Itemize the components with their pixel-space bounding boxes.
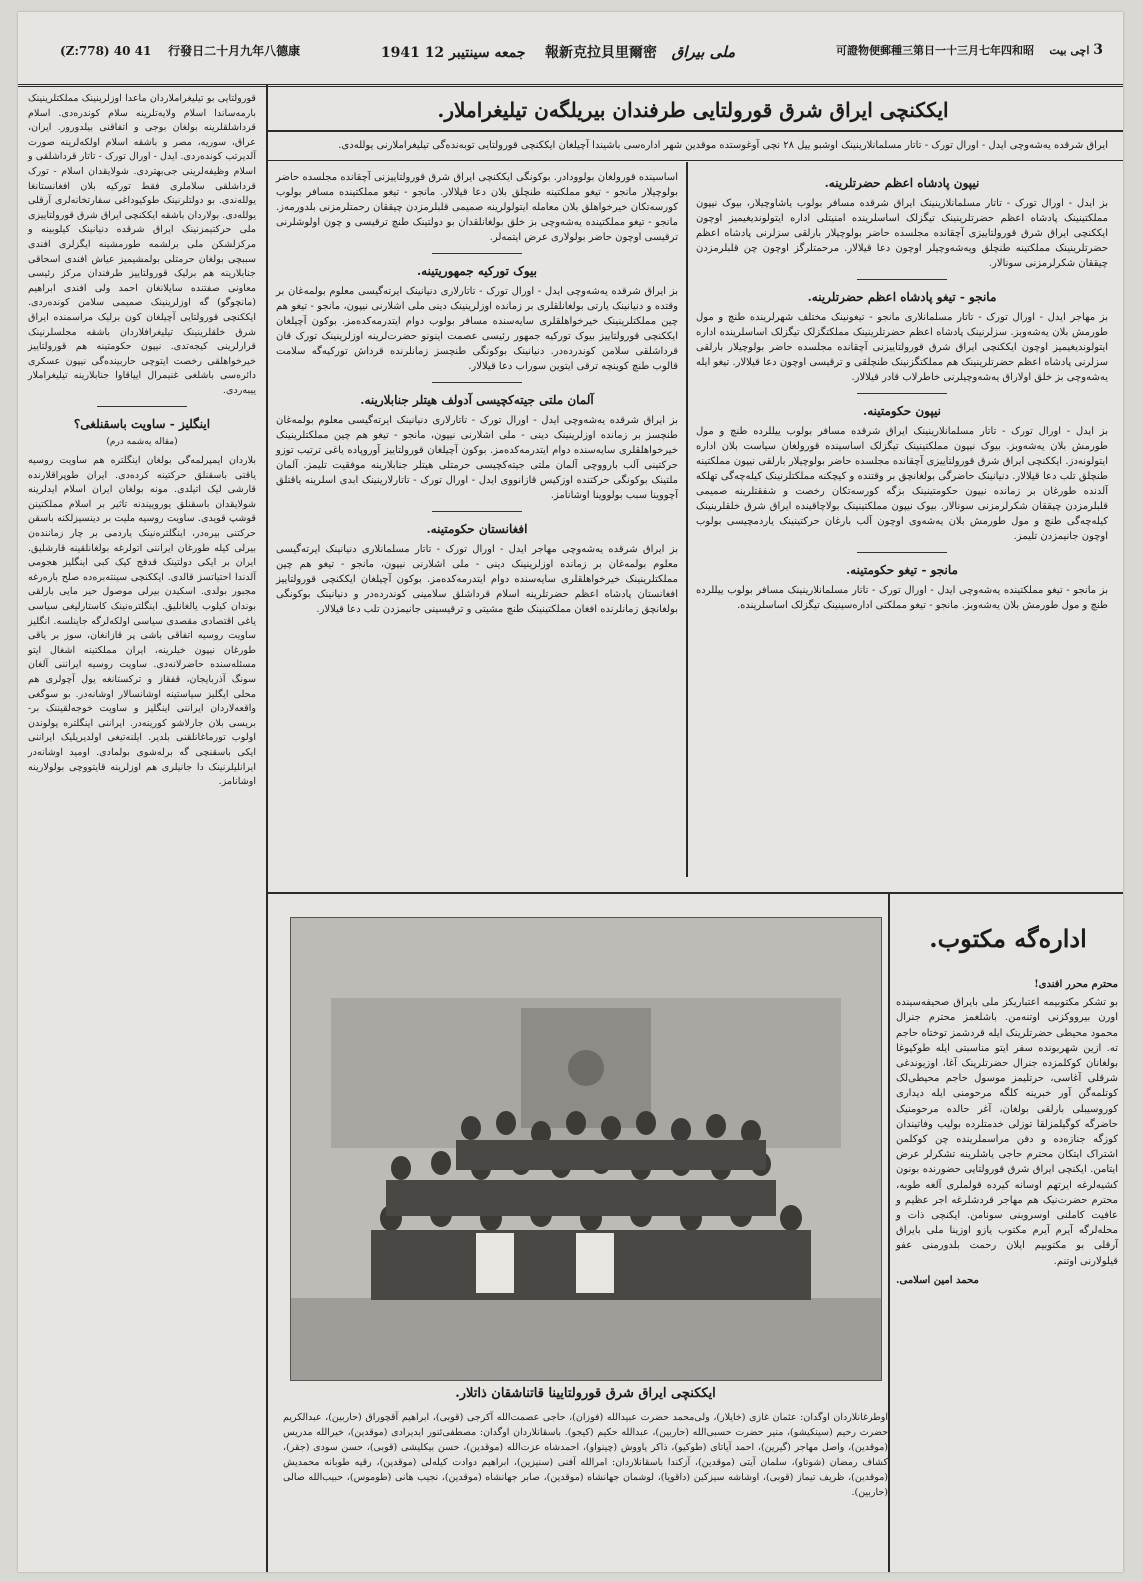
paper-logo: ملی بیراق — [671, 43, 736, 61]
section-title: افغانستان حکومتینه. — [426, 522, 528, 536]
section-text: بز مهاجر ایدل - اورال تورک - تاتار مسلمانلاری مانجو - تیغونینک مختلف شهرلرینده طنچ و مول طورمش بلان یه‌شه‌وبز. سزلرنینک پادشاه اعظم حضرتلرینینک مملکتگزلک تیگزلک اساسلرینده اداره ایتولوندیغیمیز اوچون ایککنچی ایراق شرق قورولتاییزنی آچقانده مجلسده حاضر بولوچیلار بارلقی سزلرنی پادشاه اعظم حضرتلرینینک هم مملکتگزنینک طنچلقی و ترقیسی اوچون دعا قیلالار. تیغو ایله یه‌شه‌وچی بز خلق اولاراق یه‌شه‌وچیلرنی خاطرلاب قادر قیلالار. — [696, 312, 1108, 383]
group-photo — [290, 917, 882, 1381]
masthead-right — [836, 42, 1103, 58]
section-text: بز ایدل - اورال تورک - تاتار مسلمانلارینینک ایراق شرقده مسافر بولوب ییللرده طنچ و مول طورمش بلان یه‌شه‌وبز. بیوک نیپون مملکتینینک تیگزلک اساسینده قورولغان سیاست بلان اداره ایتولونه‌دز. ایککنچی ایراق شرق قورولتاییزی آچقانده مجلسده حاضر بولوچیلار بارلقی نیپون مملکتینه طنچلق تلب دعا قیلالار. دنیانینک حاضرگی بولغانچق بر وقتنده و کیچکنه مملکتلرنینک کیله‌چه‌گی تهلکه آلدنده طورغان بر زمانده نیپون حکومتینینک بزگه کورسه‌تکان رخصت و شفقتلرینه صمیمی قلبلرمزدن چیققان شکرلرمزنی سونالار. بیوک نیپون مملکتینینک بولاچاقینده ایراق شرق خلقلرینینک کیله‌چه‌گی طنچ و مول طورمش بلان یه‌شه‌وی اوچون آلب بارغان حرکتینینک یاردمچیسی بولوب اوچون جانیمزدن تلیمز. — [696, 426, 1108, 542]
page-headline: ایککنچی ایراق شرق قورولتایی طرفندان بیریلگه‌ن تیلیغراملار. — [437, 98, 949, 122]
left-top-text: قورولتایی بو تیلیغراملاردان ماعدا اوزلرینینک مملکتلرینینک بارمه‌ساندا اسلام ولایه‌تلرینه سلام کوندره‌دی. اسلام قرداشلقلرینه بولغان بوجی و اتفاقنی بیلدورور. ایران، عراق، سوریه، مصر و باشقه اسلام اولکه‌لرینه صورت آلدیرتب کونده‌ردی. ایدل - اورال تورک - تاتار قرداشلقی و اسلام وظیفه‌لرینی جی‌بهتردی. شولایقدان اسلام - تورک قرداشلقی سلاملری فقط تورکیه بلان افغانستانغا یولله‌ندی. بو دولتلرنینک طوکیوداغی سفارتخانه‌لری آرقلی یولله‌دی. بولاردان باشقه ایککنچی ایراق شرق قورولتاییزی ملی حرکتیمزنینک ایراق شرقده دنیانینک کیلوبینه و مرکزلشکن ملی برلشمه طورمشینه ایگزلری افندی سببچی بولغان حرمتلی بولمشیمیز عیاش افندی اسحاقی جنابلارینه هم برلیک قورولتاییز طرفندان مرکز رئیسی معاونی صفتنده سایلانغان احمد ولی افندی ابراهیم (مانچوگو) گه اوزلرینینک صمیمی سلامن کونده‌ردی. ایککنچی قورولتایی آچیلغان کون برلیک مراسمنده ایراق شرق خلقلرینینک تیلیغرافلاردان باشقه مجلسلرنینک قرارلرینی کیجه‌تدی. نیپون حکومتینه هم قورولتاییز خیرخواهلقی رخصت ایتوچی حاربینده‌گی نیپون عسکری دائره‌سی باشلغی غنیمرال اییاقاوا جنابلارینه تیلیغراملار ییبه‌ردی. — [28, 93, 256, 396]
section-divider — [857, 552, 947, 553]
section-text: بز ایراق شرقده یه‌شه‌وچی ایدل - اورال تورک - تاتارلاری دنیانینک ایرته‌گیسی معلوم بولمه‌غان طنچسز بر زمانده اوزلرینینک دینی - ملی اشلارنی نیپون، مانجو - تیغو هم چین مملکتلرینینک خیرخواهلقلری سایه‌سنده دوام ایتدرمه‌کده‌مز. بوکون آچیلغان قورولتاییز آوروپاده یاغی ترتیب توزو حرکتینی آلب بارووچی آلمان ملتی جیته‌کچیسی حرمتلی هیتلر جنابلارینه موفقیت تلیمز. آلمان ملتینک بوکونگی حرکتنده اوزکیس قازانووی ایدل - اورال تورک - تاتارلارینینک ابدی اسلرینه یاقتلق آچووینا سبب بولووینا اوشانامز. — [276, 415, 678, 501]
section-text: بز ایراق شرقده یه‌شه‌وچی ایدل - اورال تورک - تاتارلاری دنیانینک ایرته‌گیسی معلوم بولمه‌غان بر وقتده و دنیانینک یارتی بولغانلقلری بر زمانده اوزلرینینک دینی ملی اشلارنی نیپون، مانجو - تیغو هم چین مملکتلرینینک خیرخواهلقلری سایه‌سنده مسافر بولوب دوام ایتدرمه‌کده‌مز. بوکون آچیلغان ایککنچی قورولتاییز بیوک تورکیه جمهور رئیسی عصمت اینونو حضرت‌لرینه اوزلرینینک تورک قان قرداشلقی سلامن کوندرده‌در. دنیانینک بوکونگی طنچسز زمانلرنده قرداش تورکیه‌گه سلامت قالوب طنچ کوینچه ترقی ایتوین سوراب دعا قیلالار. — [276, 286, 678, 372]
letter-column-rule — [888, 894, 890, 1572]
column-rule-middle — [686, 162, 688, 877]
newspaper-page — [18, 12, 1123, 1572]
section-title: بیوک تورکیه جمهوریتینه. — [416, 264, 538, 278]
section-title: اینگلیز - ساویت باسقنلغی؟ — [73, 417, 211, 432]
column-rule-left — [266, 84, 268, 1572]
section-divider — [857, 393, 947, 394]
postal-notice: 可證物便郵種三第日一十三月七年四和昭 — [836, 44, 1035, 57]
section-title: نیپون حکومتینه. — [863, 404, 941, 418]
phone-number: (Z:778) 40 41 — [60, 44, 152, 58]
photo-caption-title: ایککنچی ایراق شرق قورولتایینا قاتناشقان ذاتلار. — [455, 1386, 716, 1401]
section-text: بز مانجو - تیغو مملکتینده یه‌شه‌وچی ایدل - اورال تورک - تاتار مسلمانلارینینک مسافر بولوب ییللرده طنچ و مول طورمش بلان یه‌شه‌وبز. مانجو - تیغو مملکتی اداره‌سینینک تیگزلک اساسلرینده. — [696, 585, 1108, 611]
letter-greeting: محترم محرر افندی! — [1034, 979, 1118, 990]
center-date: جمعه سینتیبر 12 1941 — [380, 45, 526, 61]
section-title: آلمان ملتی جیته‌کچیسی آدولف هیتلر جنابلارینه. — [360, 393, 594, 407]
middle-lead-text: اساسینده قورولغان بولوودادر. بوکونگی ایککنچی ایراق شرق قورولتاییزنی آچقانده مجلسده حاضر بولوچیلار مانجو - تیغو مملکتینه طنچلق بلان دعا قیلالار. مانجو - تیغو مملکتینده مسافر بولوب کورسه‌تکان خیرخواهلق بلان معامله ایتولولرینه صمیمی قلبلرمزدن چیققان رحمتلرمزنی بلدورمه‌ز. مانجو - تیغو مملکتینده یه‌شه‌وچی بز خلق بولغانلقدان بو دولتینک طنچ ترقیسی و چون اولوشلرنی ترقیسی اوچون حاضر بولولاری عرض ایتمه‌لر. — [276, 172, 678, 243]
photo-top-rule — [268, 892, 1123, 894]
masthead-left — [60, 42, 300, 59]
letter-body-text: بو تشکر مکتوبیمه اعتباریکز ملی بایراق صحیفه‌سینده اورن بیرووکزنی اوتنه‌من. باشلغمز محترم جنرال محمود محیطی حضرتلرینک ایله قردشمز توختاه حاجم ته. ازین شهربونده سفر ایتو مناسبتی ایله طوکیوغا بولغانان کوکلمزده جنرال حضرتلرینک آغا، اوزیوندغی شرقلی آغاسی، حرتلیمز موسول حاجم محیطی‌لک کوتلمه‌گن آور خبرینه کلگه مرحومنی ایله دیداری کورو‌سیبلی بارلقی بولغان، آغر حالده مرحومنیک حاضرگه کوگیلمزلقا توزلی خدمتلرده بولیب وفاتیندان کوزگه جنازه‌ده و دفن مراسملرینده چن کوکلمن اشتراک ایتکان محترم حاجی یاشلرینه تشکرلر عرض ایتامن. ایکنچی ایراق شرق قورولتایی حضورنده بونون کشیه‌لرغه ایرتهم اوسانه کیرده قولملری آلغه طوبه، محترم حضرت‌نیک هم مهاجر قردشلرغه اجر عظیم و عافیت کاملنی اوسروبنی سونامن. ایکنچی ذات و محله‌لرگه آیرم آیرم مکتوب یازو اوزینا ملی بایراق آرقلی بو مکتوبیم ایلان رحمت بلدورمنی عفو قیلولارنی اوتنم. — [896, 997, 1118, 1267]
intro-paragraph: ایراق شرقده یه‌شه‌وچی ایدل - اورال تورک - تاتار مسلمانلارینینک اوشبو ییل ۲۸ نچی آوغوستده موقدین شهر اداره‌سی باشیندا آچیلغان ایککنچی قورولتایی توبه‌نده‌گی تیلیغراملارنی یولله‌دی. — [338, 140, 1108, 151]
masthead — [18, 12, 1123, 87]
headline-rule — [268, 130, 1123, 132]
page-label: اچی بیت — [1049, 44, 1090, 57]
letter-column — [896, 977, 1118, 1288]
section-text: بز ایدل - اورال تورک - تاتار مسلمانلارینینک ایراق شرقده مسافر بولوب یاشاوچیلار، بیوک نیپون مملکتینینک پادشاه اعظم حضرتلرینینک تیگزلک اساسلرینده امنیتلی اداره ایتولوندیغیمیز اوچون ایککنچی ایراق شرق قورولتاییزی آچقانده مجلسده حاضر بولوچیلار بارلقی سزلرنی پادشاه اعظم حضرتلرینینک مملکتینه طنچلق ویه‌شه‌وچیلر اوچون دعا قیلالار. مرحمتلرگز اوچون چن قلبلرمزدن چیققان شکرلرمزنی سونالار. — [696, 198, 1108, 269]
section-divider — [432, 253, 522, 254]
middle-column — [276, 170, 678, 619]
right-column — [696, 170, 1108, 615]
section-title: مانجو - تیغو حکومتینه. — [846, 563, 958, 577]
section-divider — [97, 406, 187, 407]
letter-signature: محمد امین اسلامی. — [896, 1274, 979, 1286]
section-title: نیپون پادشاه اعظم حضرتلرینه. — [824, 176, 980, 190]
intro-rule — [268, 160, 1123, 161]
section-divider — [432, 382, 522, 383]
section-subtitle: (مقاله یه‌شمه درم) — [106, 437, 178, 448]
page-number: 3 — [1093, 42, 1103, 58]
section-text: بز ایراق شرقده یه‌شه‌وچی مهاجر ایدل - اورال تورک - تاتار مسلمانلاری دنیانینک ایرته‌گیسی معلوم بولمه‌غان بر زمانده اوزلرینینک دینی - ملی اشلارنی نیپون، مانجو - تیغو هم چین مملکتلرینینک خیرخواهلقلری سایه‌سنده دوام ایتدرمه‌کده‌مز. بوکون آچیلغان ایککنچی قورولتاییز افغانستان پادشاه اعظم حضرتلرینه اسلام قرداشلق سلامینی کوندرده‌در و دنیانینک بوکونگی بولغانچق زمانلرنده افغان مملکتینینک طنچ مشیتی و ترقیسینی جانیمزدن تلب دعا قیلالار. — [276, 544, 678, 615]
masthead-center — [378, 42, 738, 62]
group-photo-illustration — [291, 918, 881, 1380]
section-divider — [857, 279, 947, 280]
photo-caption-body: اوطرغانلاردان اوگدان: عثمان غازی (خایلار)، ولی‌محمد حضرت عبیدالله (فوزان)، حاجی عصمت‌الله آکرجی (قوبی)، ابراهیم آقچوراق (حاربین)، عبدالکریم حضرت رحیم (سینکیشو)، منیر حضرت حسبی‌الله (حاربین)، عبدالله حکیم (کیجو). باسقانلاردان اوگدان: مصطفی‌ئنور ایدیرادی (موقدین)، خیرالله مدریس (موقدین)، واصل مهاجر (گیرین)، احمد آیاتای (طوکیو)، ذاکر یاووش (چینواو)، احمدشاه عزت‌الله (موقدین)، حسن بیکلیشی (قوبی)، حسن سودی (جقر)، کشاف رمضان (شوتاو)، سلمان آیتی (موقدین)، آزکندا باسقانلاردان: امرالله آفنی (سنیزین)، ابراهیم دوادت کیله‌لی (موقدین)، رقیه طوبانه محمدیش (موقدین)، ظریف تیماز (قوبی)، اوشاشه سیزکین (داقویا)، لوشمان جهانشاه (موقدین)، صابر جهانشاه (موقدین)، نجیب هانی (طوموس)، حبیب‌الله صالی (حاربین). — [283, 1412, 888, 1498]
masthead-left-date: 行發日二十月九年八德康 — [168, 44, 301, 58]
section-title: مانجو - تیغو پادشاه اعظم حضرتلرینه. — [807, 290, 997, 304]
paper-name: 報新克拉貝里爾密 — [545, 45, 658, 61]
section-divider — [432, 511, 522, 512]
section-text: بلاردان ایمپرلمه‌گی بولغان اینگلتره هم ساویت روسیه یاقتی باسقنلق حرکتینه کرده‌دی. ایران طوپراقلارنده قارشی لیک اتیلدی. مونه بولغان ایران اسلام ایدلرینه شولایقدان باسقنلق یوروییندنه تاثیر بر اسلام مملکتینن قوشپ قویدی. ساویت روسیه ملیت بر دینسیزلکنه باسقن حرکتنی بیره‌در، اینگلتره‌نینک یاردمی بر چار زماننده‌ن بیرلی کیله طورغان ایراننی اتولرغه بولغانلقینه قارشلیق. ایران بر ایکی دولتینک قدقج کیک کبی اینگلیز هجومی آلدندا احتیاتسز قالدی. ایککنچی سینته‌بره‌ده صلح باره‌رغه مجبور بولدی. اسکیدن بیرلی موصول حیر مایی بارلقی بوندان کیلوب یالغانلیق. اینگلتره‌نینک کاستارلیغی سیاسی یاغی اقتصادی مقصدی سیاسی اولکه‌لرگه جاینلسه. انگلیز ساویت روسیه اتفاقی باشی پر قازانغان، سوز بر یاقی طورغان نیپون خیلرینه، ایران مملکتینه اشغال ایتو مسئله‌سنده حاضرلانه‌دی. ساویت روسیه ایراننی آلغان سونگ آذربایجان، قفقاز و ترکستانغه یول آچولری هم محلی ایگلیز سیاستینه اوشانسالار اوشانه‌در. بو سوگغی واقعه‌لاردان ایراننی اینگلیز و ساویت خوجه‌لقیننک بر-بریسی بلان جارلاشو کورینه‌در. ایراننی اینگلتره یولوندن اولوب تورماغانلقنی بلدیر. ایلنه‌تیغی اولدیریلیک ایراننی ایکی باسقنچی گه برله‌شوی بولمادی. اومید اوشانه‌در ایرانلیلرنینک دا جانیلری هم اوزلرینه قایتووچی بولولارینه اوشانامز. — [28, 455, 256, 788]
left-column — [28, 92, 256, 792]
letter-title: اداره‌گه مکتوب. — [929, 924, 1087, 953]
